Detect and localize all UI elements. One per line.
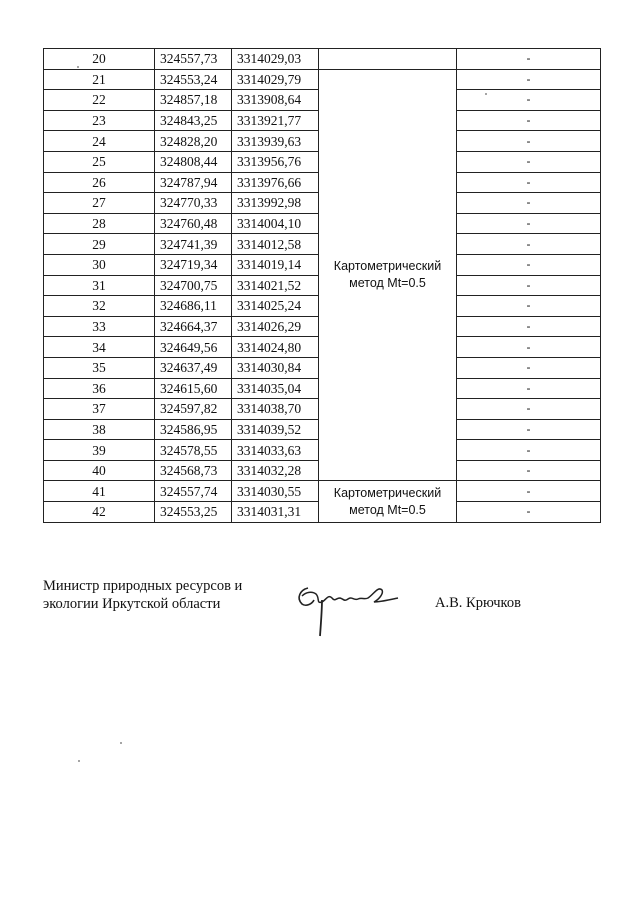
y-coordinate-cell: 3313939,63 [232, 131, 319, 152]
point-number-cell: 30 [44, 254, 155, 275]
point-number-cell: 22 [44, 90, 155, 111]
scan-speck [77, 66, 79, 68]
x-coordinate-cell: 324615,60 [155, 378, 232, 399]
dash-cell: - [457, 502, 601, 523]
point-number-cell: 27 [44, 193, 155, 214]
y-coordinate-cell: 3313921,77 [232, 110, 319, 131]
dash-cell: - [457, 316, 601, 337]
method-cell: Картометрический метод Mt=0.5 [319, 69, 457, 481]
table-row [44, 69, 601, 90]
dash-cell: - [457, 357, 601, 378]
point-number-cell: 28 [44, 213, 155, 234]
coordinates-table-body [44, 49, 601, 523]
x-coordinate-cell: 324557,73 [155, 49, 232, 70]
y-coordinate-cell: 3314038,70 [232, 399, 319, 420]
dash-cell: - [457, 460, 601, 481]
point-number-cell: 21 [44, 69, 155, 90]
point-number-cell: 25 [44, 151, 155, 172]
x-coordinate-cell: 324857,18 [155, 90, 232, 111]
x-coordinate-cell: 324553,24 [155, 69, 232, 90]
y-coordinate-cell: 3313976,66 [232, 172, 319, 193]
y-coordinate-cell: 3313956,76 [232, 151, 319, 172]
dash-cell: - [457, 90, 601, 111]
signature-block [43, 577, 242, 613]
dash-cell: - [457, 440, 601, 461]
scan-speck [78, 760, 80, 762]
dash-cell: - [457, 213, 601, 234]
y-coordinate-cell: 3314039,52 [232, 419, 319, 440]
dash-cell: - [457, 193, 601, 214]
y-coordinate-cell: 3314031,31 [232, 502, 319, 523]
scan-speck [120, 742, 122, 744]
point-number-cell: 29 [44, 234, 155, 255]
y-coordinate-cell: 3314019,14 [232, 254, 319, 275]
x-coordinate-cell: 324808,44 [155, 151, 232, 172]
point-number-cell: 36 [44, 378, 155, 399]
y-coordinate-cell: 3314035,04 [232, 378, 319, 399]
method-cell: Картометрический метод Mt=0.5 [319, 481, 457, 522]
x-coordinate-cell: 324557,74 [155, 481, 232, 502]
y-coordinate-cell: 3314029,03 [232, 49, 319, 70]
dash-cell: - [457, 275, 601, 296]
point-number-cell: 39 [44, 440, 155, 461]
handwritten-signature [290, 574, 405, 644]
x-coordinate-cell: 324787,94 [155, 172, 232, 193]
minister-name: А.В. Крючков [435, 595, 521, 611]
dash-cell: - [457, 131, 601, 152]
table-row [44, 49, 601, 70]
dash-cell: - [457, 337, 601, 358]
y-coordinate-cell: 3314021,52 [232, 275, 319, 296]
point-number-cell: 35 [44, 357, 155, 378]
y-coordinate-cell: 3314032,28 [232, 460, 319, 481]
table-row [44, 481, 601, 502]
point-number-cell: 37 [44, 399, 155, 420]
y-coordinate-cell: 3314024,80 [232, 337, 319, 358]
x-coordinate-cell: 324649,56 [155, 337, 232, 358]
dash-cell: - [457, 172, 601, 193]
y-coordinate-cell: 3314025,24 [232, 296, 319, 317]
dash-cell: - [457, 296, 601, 317]
dash-cell: - [457, 69, 601, 90]
x-coordinate-cell: 324664,37 [155, 316, 232, 337]
x-coordinate-cell: 324553,25 [155, 502, 232, 523]
point-number-cell: 31 [44, 275, 155, 296]
y-coordinate-cell: 3314004,10 [232, 213, 319, 234]
dash-cell: - [457, 254, 601, 275]
point-number-cell: 33 [44, 316, 155, 337]
dash-cell: - [457, 399, 601, 420]
dash-cell: - [457, 234, 601, 255]
minister-title-line-2: экологии Иркутской области [43, 596, 221, 612]
dash-cell: - [457, 49, 601, 70]
y-coordinate-cell: 3313992,98 [232, 193, 319, 214]
x-coordinate-cell: 324770,33 [155, 193, 232, 214]
coordinates-table [43, 48, 601, 523]
y-coordinate-cell: 3314033,63 [232, 440, 319, 461]
x-coordinate-cell: 324578,55 [155, 440, 232, 461]
point-number-cell: 20 [44, 49, 155, 70]
y-coordinate-cell: 3314030,55 [232, 481, 319, 502]
y-coordinate-cell: 3313908,64 [232, 90, 319, 111]
scan-speck [485, 93, 487, 95]
x-coordinate-cell: 324686,11 [155, 296, 232, 317]
x-coordinate-cell: 324828,20 [155, 131, 232, 152]
y-coordinate-cell: 3314012,58 [232, 234, 319, 255]
point-number-cell: 34 [44, 337, 155, 358]
dash-cell: - [457, 481, 601, 502]
x-coordinate-cell: 324568,73 [155, 460, 232, 481]
x-coordinate-cell: 324586,95 [155, 419, 232, 440]
y-coordinate-cell: 3314026,29 [232, 316, 319, 337]
point-number-cell: 41 [44, 481, 155, 502]
y-coordinate-cell: 3314030,84 [232, 357, 319, 378]
point-number-cell: 40 [44, 460, 155, 481]
point-number-cell: 38 [44, 419, 155, 440]
method-cell [319, 49, 457, 70]
x-coordinate-cell: 324760,48 [155, 213, 232, 234]
point-number-cell: 24 [44, 131, 155, 152]
dash-cell: - [457, 110, 601, 131]
x-coordinate-cell: 324700,75 [155, 275, 232, 296]
y-coordinate-cell: 3314029,79 [232, 69, 319, 90]
dash-cell: - [457, 151, 601, 172]
x-coordinate-cell: 324719,34 [155, 254, 232, 275]
point-number-cell: 32 [44, 296, 155, 317]
minister-title-line-1: Министр природных ресурсов и [43, 578, 243, 594]
dash-cell: - [457, 378, 601, 399]
point-number-cell: 23 [44, 110, 155, 131]
point-number-cell: 26 [44, 172, 155, 193]
x-coordinate-cell: 324843,25 [155, 110, 232, 131]
x-coordinate-cell: 324597,82 [155, 399, 232, 420]
point-number-cell: 42 [44, 502, 155, 523]
x-coordinate-cell: 324741,39 [155, 234, 232, 255]
x-coordinate-cell: 324637,49 [155, 357, 232, 378]
dash-cell: - [457, 419, 601, 440]
